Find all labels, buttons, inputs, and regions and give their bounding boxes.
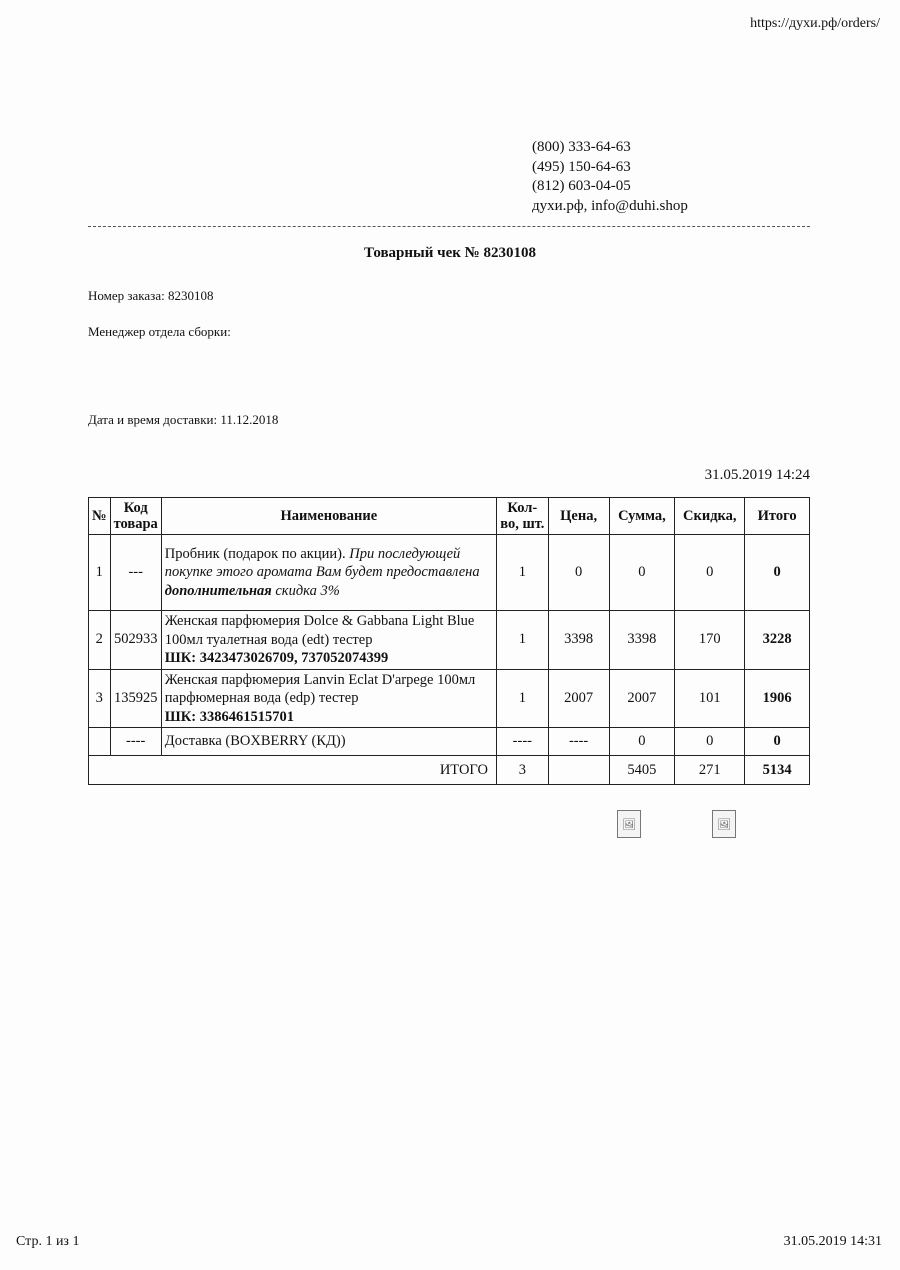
promo-text: Пробник (подарок по акции).	[164, 545, 350, 562]
header-sum: Сумма,	[609, 498, 675, 535]
items-table	[88, 497, 810, 785]
row-price: ----	[548, 728, 609, 756]
site-email: духи.рф, info@duhi.shop	[532, 197, 688, 214]
table-header-row	[89, 498, 810, 535]
row-code: 502933	[110, 611, 161, 670]
row-qty: ----	[496, 728, 548, 756]
row-discount: 0	[675, 535, 745, 611]
row-qty: 1	[496, 535, 548, 611]
totals-qty: 3	[496, 756, 548, 785]
header-code: Код товара	[110, 498, 161, 535]
promo-italic-text: При последующей покупке этого аромата Вам будет предоставлена	[164, 545, 480, 581]
row-num: 3	[89, 669, 111, 728]
row-qty: 1	[496, 611, 548, 670]
row-total: 3228	[745, 611, 810, 670]
totals-discount: 271	[675, 756, 745, 785]
totals-total: 5134	[745, 756, 810, 785]
dashed-separator	[88, 226, 810, 227]
row-name	[161, 611, 496, 670]
row-name	[161, 669, 496, 728]
row-name: Доставка (BOXBERRY (КД))	[161, 728, 496, 756]
print-datetime: 31.05.2019 14:31	[783, 1234, 882, 1249]
row-total: 0	[745, 535, 810, 611]
delivery-datetime: Дата и время доставки: 11.12.2018	[88, 412, 279, 427]
totals-row	[89, 756, 810, 785]
phone-495: (495) 150-64-63	[532, 158, 631, 175]
row-price: 3398	[548, 611, 609, 670]
row-total: 0	[745, 728, 810, 756]
header-price: Цена,	[548, 498, 609, 535]
header-discount: Скидка,	[675, 498, 745, 535]
header-qty: Кол-во, шт.	[496, 498, 548, 535]
phone-812: (812) 603-04-05	[532, 178, 631, 194]
row-discount: 101	[675, 669, 745, 728]
manager-label: Менеджер отдела сборки:	[88, 324, 231, 339]
order-number: Номер заказа: 8230108	[88, 288, 214, 303]
row-code: ---	[110, 535, 161, 611]
row-sum: 3398	[609, 611, 675, 670]
row-total: 1906	[745, 669, 810, 728]
page-url: https://духи.рф/orders/	[750, 16, 880, 31]
product-name: Женская парфюмерия Dolce & Gabbana Light Blue 100мл туалетная вода (edt) тестер	[164, 613, 475, 648]
table-row	[89, 728, 810, 756]
row-code: ----	[110, 728, 161, 756]
totals-label: ИТОГО	[89, 756, 497, 785]
row-sum: 0	[609, 535, 675, 611]
contact-block	[532, 138, 688, 216]
promo-italic-end: скидка 3%	[271, 582, 340, 599]
totals-sum: 5405	[609, 756, 675, 785]
totals-price	[548, 756, 609, 785]
image-placeholder-icon: 🖼	[712, 810, 736, 838]
header-name: Наименование	[161, 498, 496, 535]
receipt-timestamp: 31.05.2019 14:24	[704, 467, 810, 483]
row-sum: 0	[609, 728, 675, 756]
product-barcode: ШК: 3386461515701	[164, 708, 294, 725]
row-discount: 0	[675, 728, 745, 756]
row-price: 2007	[548, 669, 609, 728]
row-num: 2	[89, 611, 111, 670]
row-qty: 1	[496, 669, 548, 728]
row-num: 1	[89, 535, 111, 611]
row-sum: 2007	[609, 669, 675, 728]
product-barcode: ШК: 3423473026709, 737052074399	[164, 650, 389, 666]
row-num	[89, 728, 111, 756]
table-row	[89, 611, 810, 670]
promo-bold-italic-text: дополнительная	[164, 582, 272, 599]
page-counter: Стр. 1 из 1	[16, 1234, 80, 1249]
table-row	[89, 535, 810, 611]
header-num: №	[89, 498, 111, 535]
table-row	[89, 669, 810, 728]
header-total: Итого	[745, 498, 810, 535]
row-name	[161, 535, 496, 611]
phone-800: (800) 333-64-63	[532, 139, 631, 155]
row-discount: 170	[675, 611, 745, 670]
image-placeholder-icon: 🖼	[617, 810, 641, 838]
row-code: 135925	[110, 669, 161, 728]
receipt-title: Товарный чек № 8230108	[364, 245, 536, 261]
product-name: Женская парфюмерия Lanvin Eclat D'arpege 100мл парфюмерная вода (edp) тестер	[164, 671, 476, 706]
row-price: 0	[548, 535, 609, 611]
